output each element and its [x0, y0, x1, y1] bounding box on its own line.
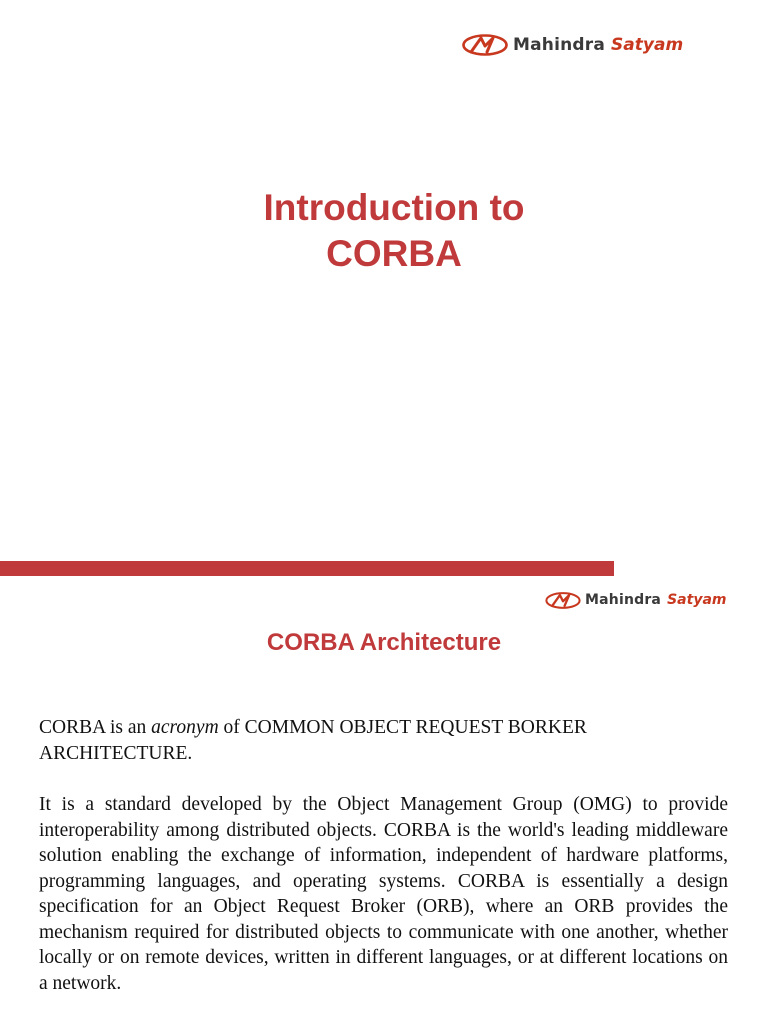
paragraph-acronym — [39, 715, 728, 766]
logo-text-mahindra: Mahindra — [513, 35, 606, 55]
slide-title-line-2: CORBA — [326, 233, 462, 274]
company-logo-small — [545, 589, 726, 611]
mahindra-logo-mark-icon — [462, 34, 508, 56]
company-logo — [462, 32, 683, 58]
paragraph-acronym-before: CORBA is an — [39, 717, 152, 738]
accent-bar — [0, 561, 614, 576]
logo-text-satyam: Satyam — [611, 35, 684, 55]
paragraph-acronym-emphasis: acronym — [151, 717, 219, 738]
slide-title — [0, 185, 768, 277]
slide-title-line-1: Introduction to — [263, 187, 525, 228]
paragraph-acronym-after: of COMMON OBJECT REQUEST BORKER ARCHITECTURE. — [39, 717, 587, 764]
paragraph-description: It is a standard developed by the Object Management Group (OMG) to provide interoperability among distributed objects. CORBA is the world's leading middleware solution enabling the exchange of information, independent of hardware platforms, programming languages, and operating systems. CORBA is essentially a design specification for an Object Request Broker (ORB), where an ORB provides the mechanism required for distributed objects to communicate with one another, whether locally or on remote devices, written in different languages, or at different locations on a network. — [39, 794, 728, 994]
logo-text-satyam: Satyam — [667, 592, 727, 608]
mahindra-logo-mark-icon — [545, 592, 581, 609]
section-heading: CORBA Architecture — [266, 629, 502, 656]
logo-text-mahindra: Mahindra — [585, 592, 662, 608]
